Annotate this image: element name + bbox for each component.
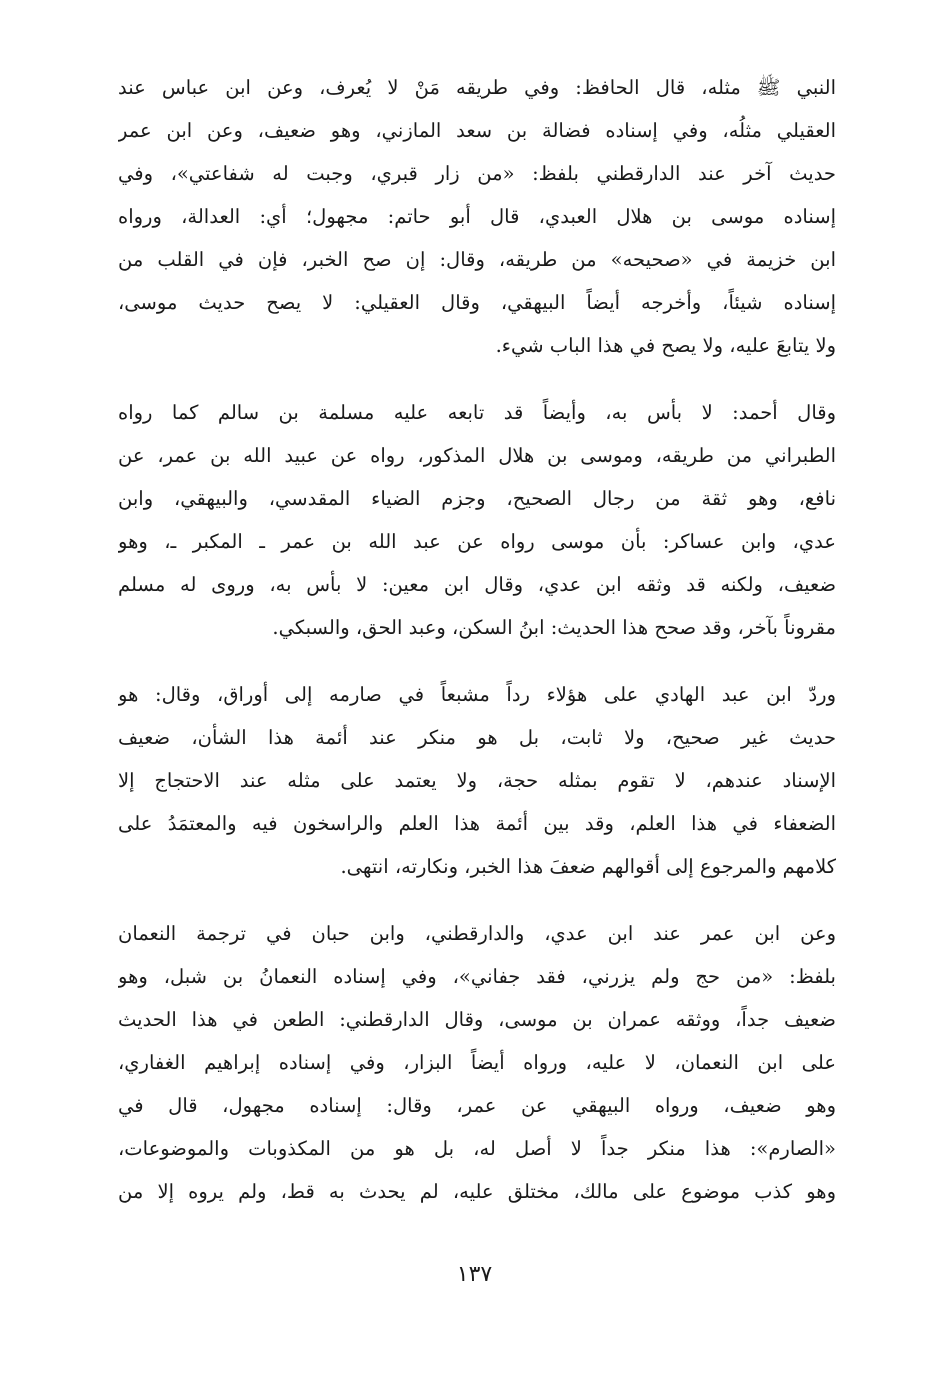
paragraph-3 bbox=[118, 673, 836, 888]
text-line: ضعيف جداً، ووثقه عمران بن موسى، وقال الدارقطني: الطعن في هذا الحديث bbox=[118, 1008, 836, 1031]
text-line: وردّ ابن عبد الهادي على هؤلاء رداً مشبعاً في صارمه إلى أوراق، وقال: هو bbox=[118, 683, 836, 706]
text-line: إسناده موسى بن هلال العبدي، قال أبو حاتم: مجهول؛ أي: العدالة، ورواه bbox=[118, 205, 836, 228]
text-line: نافع، وهو ثقة من رجال الصحيح، وجزم الضياء المقدسي، والبيهقي، وابن bbox=[118, 487, 836, 510]
text-line: وهو ضعيف، ورواه البيهقي عن عمر، وقال: إسناده مجهول، قال في bbox=[118, 1094, 836, 1117]
text-line: الضعفاء في هذا العلم، وقد بين أئمة هذا العلم والراسخون فيه والمعتمَدُ على bbox=[118, 812, 836, 835]
page-number: ١٣٧ bbox=[456, 1262, 493, 1287]
text-line: حديث آخر عند الدارقطني بلفظ: «من زار قبري، وجبت له شفاعتي»، وفي bbox=[118, 162, 836, 185]
text-line: مقروناً بآخر، وقد صحح هذا الحديث: ابنُ السكن، وعبد الحق، والسبكي. bbox=[272, 616, 836, 639]
paragraph-4 bbox=[118, 912, 836, 1213]
text-line: بلفظ: «من حج ولم يزرني، فقد جفاني»، وفي إسناده النعمانُ بن شبل، وهو bbox=[118, 965, 836, 988]
text-line: وعن ابن عمر عند ابن عدي، والدارقطني، وابن حبان في ترجمة النعمان bbox=[118, 922, 836, 945]
text-line: الإسناد عندهم، لا تقوم بمثله حجة، ولا يعتمد على مثله عند الاحتجاج إلا bbox=[118, 769, 836, 792]
text-line: ابن خزيمة في «صحيحه» من طريقه، وقال: إن صح الخبر، فإن في القلب من bbox=[118, 248, 836, 271]
text-line: ولا يتابعَ عليه، ولا يصح في هذا الباب شيء. bbox=[495, 334, 836, 357]
text-line: وهو كذب موضوع على مالك، مختلق عليه، لم يحدث به قط، ولم يروه إلا من bbox=[118, 1180, 836, 1203]
text-line: الطبراني من طريقه، وموسى بن هلال المذكور، رواه عن عبيد الله بن عمر، عن bbox=[118, 444, 836, 467]
text-line: كلامهم والمرجوع إلى أقوالهم ضعفَ هذا الخبر، ونكارته، انتهى. bbox=[340, 855, 836, 878]
paragraph-1 bbox=[118, 66, 836, 367]
text-line: عدي، وابن عساكر: بأن موسى رواه عن عبد الله بن عمر ـ المكبر ـ، وهو bbox=[118, 530, 836, 553]
text-line: حديث غير صحيح، ولا ثابت، بل هو منكر عند أئمة هذا الشأن، ضعيف bbox=[118, 726, 836, 749]
text-line: النبي ﷺ مثله، قال الحافظ: وفي طريقه مَنْ لا يُعرف، وعن ابن عباس عند bbox=[118, 76, 836, 99]
text-line: ضعيف، ولكنه قد وثقه ابن عدي، وقال ابن معين: لا بأس به، وروى له مسلم bbox=[118, 573, 836, 596]
text-line: على ابن النعمان، لا عليه، ورواه أيضاً البزار، وفي إسناده إبراهيم الغفاري، bbox=[118, 1051, 836, 1074]
paragraph-2 bbox=[118, 391, 836, 649]
body-text bbox=[118, 66, 836, 1213]
text-line: إسناده شيئاً، وأخرجه أيضاً البيهقي، وقال العقيلي: لا يصح حديث موسى، bbox=[118, 291, 836, 314]
text-line: العقيلي مثلُه، وفي إسناده فضالة بن سعد المازني، وهو ضعيف، وعن ابن عمر bbox=[118, 119, 836, 142]
text-line: وقال أحمد: لا بأس به، وأيضاً قد تابعه عليه مسلمة بن سالم كما رواه bbox=[118, 401, 836, 424]
text-line: «الصارم»: هذا منكر جداً لا أصل له، بل هو من المكذوبات والموضوعات، bbox=[118, 1137, 836, 1160]
